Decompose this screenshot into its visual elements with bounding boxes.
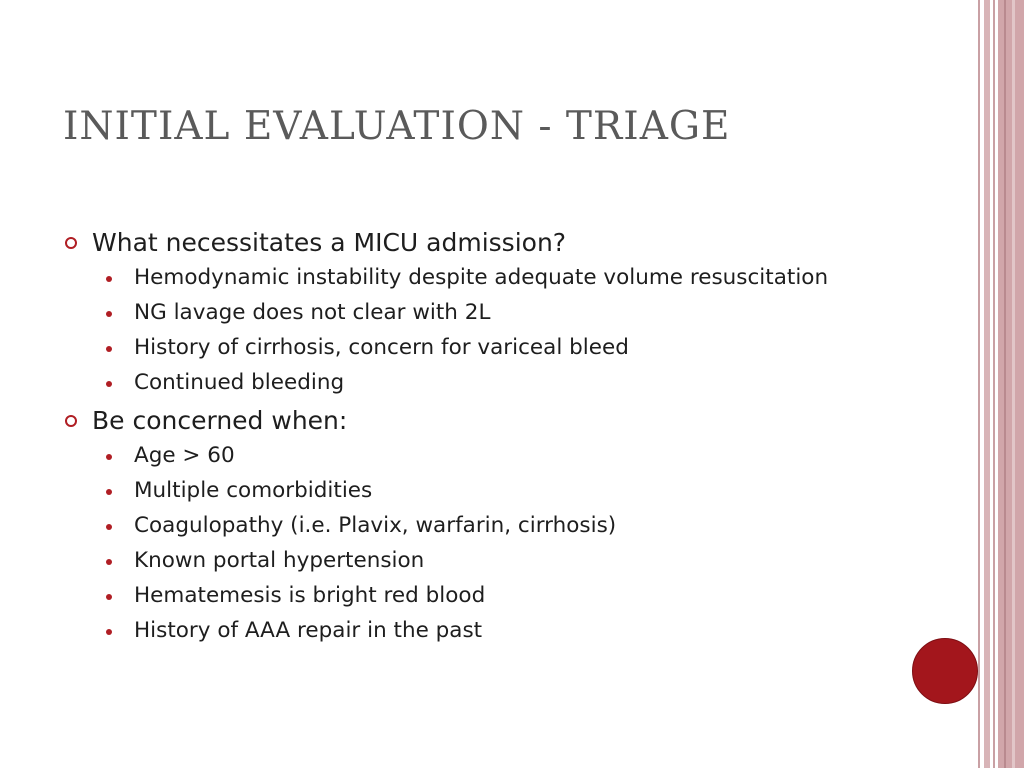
decorative-circle xyxy=(912,638,978,704)
bullet-text: History of AAA repair in the past xyxy=(134,618,483,643)
dot-bullet-icon xyxy=(106,559,112,565)
dot-bullet-icon xyxy=(106,594,112,600)
bullet-text: Multiple comorbidities xyxy=(134,478,373,503)
bullet-level1 xyxy=(64,404,884,438)
bullet-level2 xyxy=(64,442,884,470)
bullet-level2 xyxy=(64,547,884,575)
bullet-level1 xyxy=(64,226,884,260)
ring-bullet-icon xyxy=(65,237,77,249)
bullet-level2 xyxy=(64,334,884,362)
bullet-text: History of cirrhosis, concern for variceal bleed xyxy=(134,335,629,360)
bullet-level2 xyxy=(64,477,884,505)
bullet-level2 xyxy=(64,582,884,610)
dot-bullet-icon xyxy=(106,524,112,530)
bullet-text: What necessitates a MICU admission? xyxy=(92,228,567,257)
ring-bullet-icon xyxy=(65,415,77,427)
decorative-stripe xyxy=(1004,0,1006,768)
slide-title: INITIAL EVALUATION - TRIAGE xyxy=(63,104,731,149)
bullet-text: Age > 60 xyxy=(134,443,235,468)
bullet-level2 xyxy=(64,264,884,292)
bullet-text: Known portal hypertension xyxy=(134,548,425,573)
bullet-text: Hematemesis is bright red blood xyxy=(134,583,486,608)
bullet-level2 xyxy=(64,512,884,540)
dot-bullet-icon xyxy=(106,276,112,282)
bullet-text: Be concerned when: xyxy=(92,406,348,435)
bullet-text: NG lavage does not clear with 2L xyxy=(134,300,491,325)
decorative-stripe xyxy=(993,0,995,768)
dot-bullet-icon xyxy=(106,629,112,635)
bullet-text: Continued bleeding xyxy=(134,370,345,395)
dot-bullet-icon xyxy=(106,311,112,317)
bullet-level2 xyxy=(64,617,884,645)
bullet-level2 xyxy=(64,369,884,397)
dot-bullet-icon xyxy=(106,454,112,460)
bullet-text: Coagulopathy (i.e. Plavix, warfarin, cirrhosis) xyxy=(134,513,617,538)
dot-bullet-icon xyxy=(106,489,112,495)
bullet-text: Hemodynamic instability despite adequate volume resuscitation xyxy=(134,265,829,290)
slide-content xyxy=(64,226,884,652)
bullet-level2 xyxy=(64,299,884,327)
decorative-stripe xyxy=(1012,0,1015,768)
decorative-stripe xyxy=(984,0,990,768)
sub-bullet-list xyxy=(64,442,884,645)
sub-bullet-list xyxy=(64,264,884,397)
decorative-stripe xyxy=(998,0,1024,768)
dot-bullet-icon xyxy=(106,346,112,352)
dot-bullet-icon xyxy=(106,381,112,387)
decorative-stripe xyxy=(978,0,980,768)
